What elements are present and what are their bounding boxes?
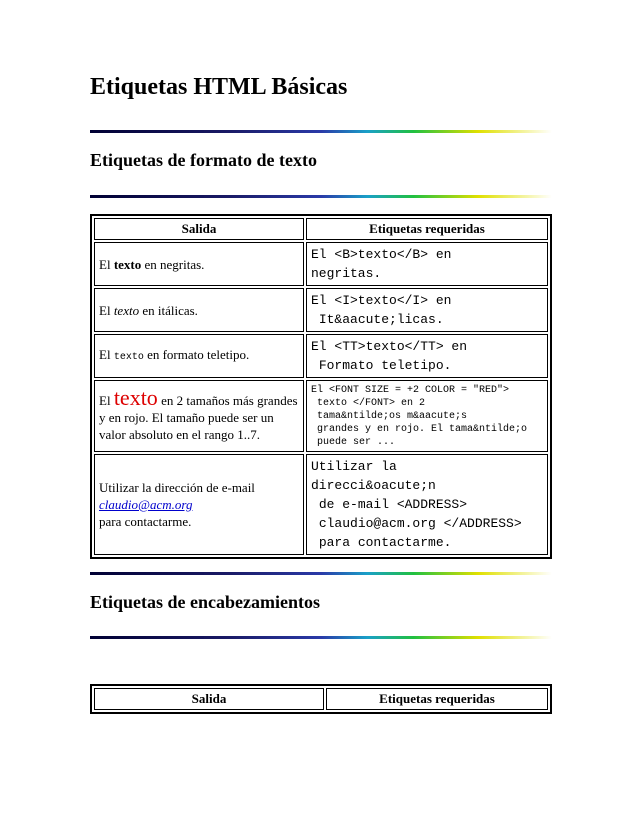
code-cell: El <I>texto</I> en It&aacute;licas. bbox=[306, 288, 548, 332]
red-large-sample: texto bbox=[113, 385, 158, 410]
table-row bbox=[94, 334, 548, 378]
code-cell: Utilizar la direcci&oacute;n de e-mail <ADDRESS> claudio@acm.org </ADDRESS> para contactarme. bbox=[306, 454, 548, 555]
gradient-divider bbox=[90, 636, 552, 639]
gradient-divider bbox=[90, 195, 552, 198]
code-cell: El <B>texto</B> en negritas. bbox=[306, 242, 548, 286]
output-cell bbox=[94, 454, 304, 555]
output-text: en 2 tamaños más grandes y en rojo. El tamaño puede ser un valor absoluto en el rango 1..7. bbox=[99, 393, 298, 442]
email-link[interactable]: claudio@acm.org bbox=[99, 497, 193, 512]
table-row bbox=[94, 380, 548, 452]
output-text: en negritas. bbox=[141, 256, 205, 272]
gradient-divider bbox=[90, 572, 552, 575]
column-header-tags: Etiquetas requeridas bbox=[306, 218, 548, 240]
code-cell: El <TT>texto</TT> en Formato teletipo. bbox=[306, 334, 548, 378]
output-text: El bbox=[99, 302, 114, 318]
gradient-divider bbox=[90, 130, 552, 133]
output-cell bbox=[94, 380, 304, 452]
output-text: El bbox=[99, 393, 114, 408]
output-cell bbox=[94, 242, 304, 286]
column-header-output: Salida bbox=[94, 688, 324, 710]
format-tags-table bbox=[90, 214, 552, 559]
bold-sample: texto bbox=[113, 256, 142, 272]
section-heading-format: Etiquetas de formato de texto bbox=[90, 150, 317, 170]
table-row bbox=[94, 454, 548, 555]
page-title: Etiquetas HTML Básicas bbox=[90, 74, 348, 100]
output-text: El bbox=[99, 347, 114, 362]
table-header-row bbox=[94, 218, 548, 240]
section-heading-headers: Etiquetas de encabezamientos bbox=[90, 592, 320, 612]
table-row bbox=[94, 288, 548, 332]
output-cell bbox=[94, 334, 304, 378]
code-cell: El <FONT SIZE = +2 COLOR = "RED"> texto </FONT> en 2 tama&ntilde;os m&aacute;s grandes y en rojo. El tama&ntilde;o puede ser ... bbox=[306, 380, 548, 452]
italic-sample: texto bbox=[113, 302, 140, 318]
output-text: en formato teletipo. bbox=[143, 347, 250, 362]
output-text: El bbox=[99, 256, 114, 272]
output-text: Utilizar la dirección de e-mail bbox=[99, 480, 255, 495]
column-header-tags: Etiquetas requeridas bbox=[326, 688, 548, 710]
header-tags-table bbox=[90, 684, 552, 714]
table-header-row bbox=[94, 688, 548, 710]
teletype-sample: texto bbox=[113, 352, 144, 363]
output-text: para contactarme. bbox=[99, 514, 192, 529]
column-header-output: Salida bbox=[94, 218, 304, 240]
output-cell bbox=[94, 288, 304, 332]
table-row bbox=[94, 242, 548, 286]
output-text: en itálicas. bbox=[139, 302, 198, 318]
